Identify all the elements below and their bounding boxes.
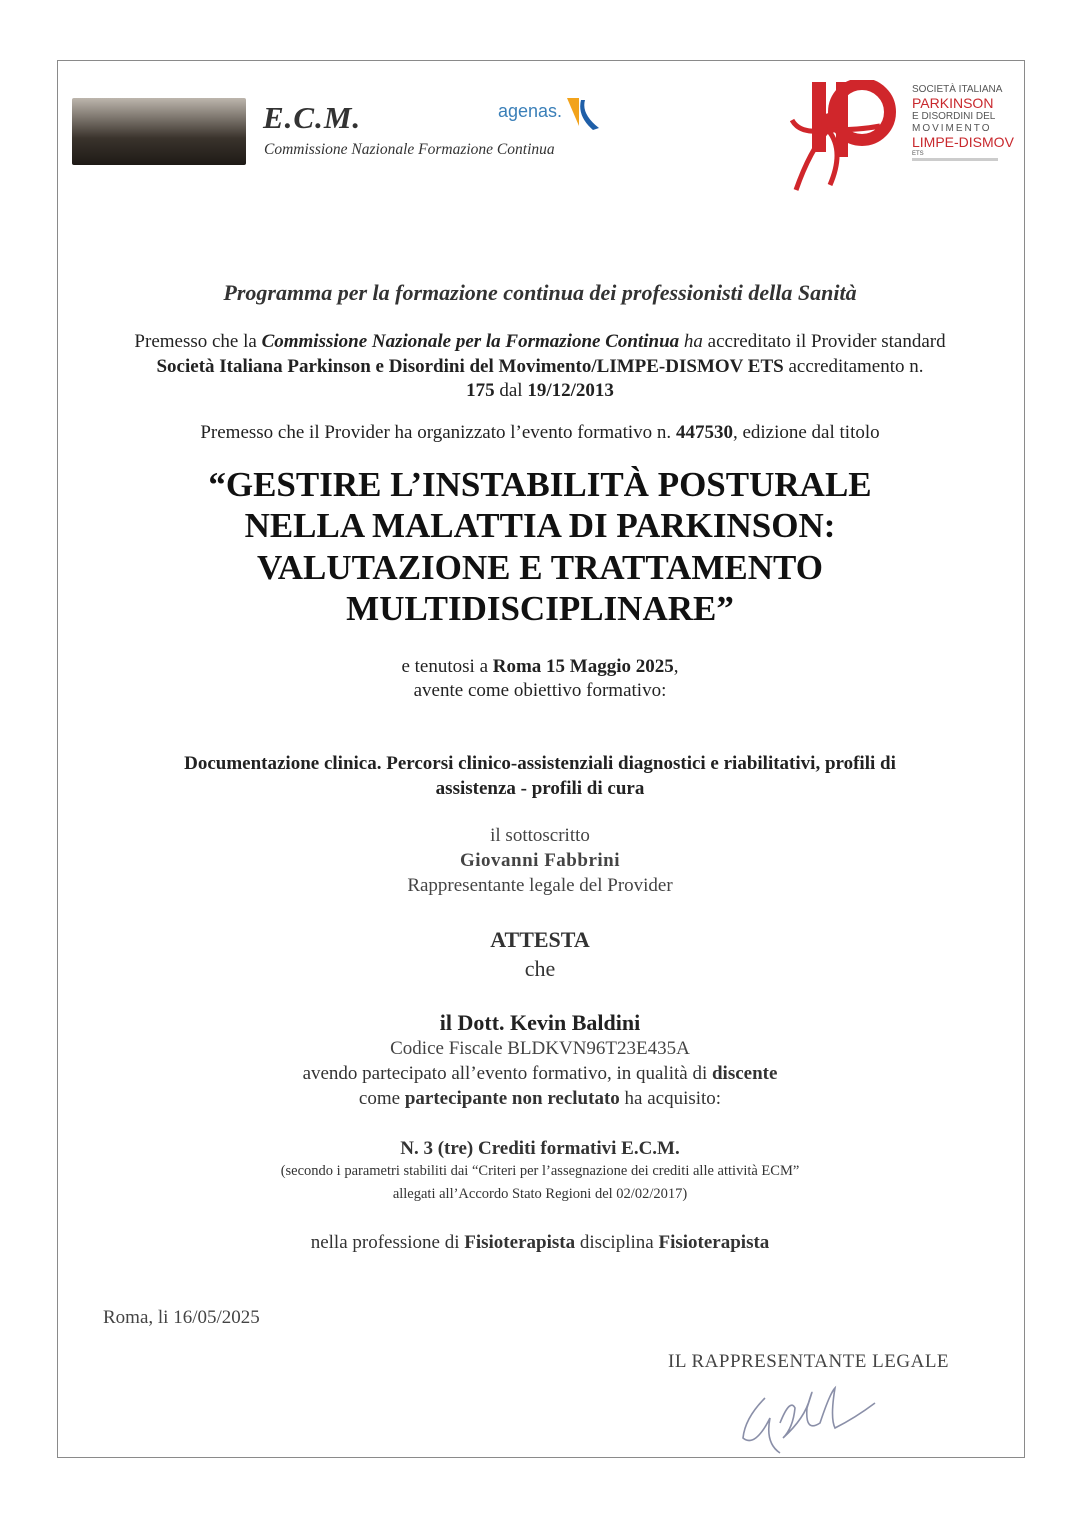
signature-label: IL RAPPRESENTANTE LEGALE — [668, 1351, 950, 1372]
event-title-line: NELLA MALATTIA DI PARKINSON: — [244, 506, 836, 545]
objective-intro: avente come obiettivo formativo: — [413, 680, 667, 701]
credits-main: N. 3 (tre) Crediti formativi E.C.M. — [400, 1138, 680, 1159]
provider-name: Società Italiana Parkinson e Disordini del Movimento/LIMPE-DISMOV ETS — [156, 356, 784, 377]
handwritten-signature — [735, 1378, 885, 1458]
held-line: e tenutosi a Roma 15 Maggio 2025, — [401, 656, 679, 677]
premise-line-3: 175 dal 19/12/2013 — [466, 380, 614, 401]
event-title-line: MULTIDISCIPLINARE” — [346, 589, 734, 628]
che-text: che — [524, 956, 556, 981]
credits-note: (secondo i parametri stabiliti dai “Criteri per l’assegnazione dei crediti alle attività ECM” — [280, 1163, 800, 1179]
agenas-logo: agenas. — [498, 101, 563, 121]
signatory-role: Rappresentante legale del Provider — [407, 875, 673, 896]
premise-line-1: Premesso che la Commissione Nazionale per la Formazione Continua ha accreditato il Provider standard — [134, 331, 946, 352]
attesta-heading: ATTESTA — [490, 927, 590, 952]
program-heading: Programma per la formazione continua dei professionisti della Sanità — [223, 280, 857, 305]
profession-line: nella professione di Fisioterapista disciplina Fisioterapista — [310, 1232, 770, 1253]
tax-code: Codice Fiscale BLDKVN96T23E435A — [390, 1038, 690, 1059]
place-date: Roma, li 16/05/2025 — [103, 1307, 260, 1328]
credits-note: allegati all’Accordo Stato Regioni del 02/02/2017) — [392, 1186, 688, 1202]
event-number: 447530 — [675, 422, 733, 443]
objective-line: assistenza - profili di cura — [435, 778, 645, 799]
premise-event: Premesso che il Provider ha organizzato l’evento formativo n. 447530, edizione dal titolo — [200, 422, 880, 443]
participant-name: il Dott. Kevin Baldini — [439, 1010, 641, 1035]
participation-line: avendo partecipato all’evento formativo, in qualità di discente — [302, 1063, 778, 1084]
participant-type-line: come partecipante non reclutato ha acquisito: — [358, 1088, 722, 1109]
ecm-title: E.C.M. — [263, 100, 362, 135]
event-title-line: “GESTIRE L’INSTABILITÀ POSTURALE — [208, 465, 872, 504]
signatory-name: Giovanni Fabbrini — [459, 850, 621, 871]
premise-line-2: Società Italiana Parkinson e Disordini del Movimento/LIMPE-DISMOV ETS accreditamento n. — [156, 356, 924, 377]
event-title-line: VALUTAZIONE E TRATTAMENTO — [257, 548, 823, 587]
ecm-subtitle: Commissione Nazionale Formazione Continua — [264, 141, 555, 158]
ecm-painting-logo — [72, 98, 246, 165]
limpe-dismov-text: SOCIETÀ ITALIANA PARKINSON E DISORDINI DEL MOVIMENTO LIMPE-DISMOV ETS — [912, 84, 1014, 161]
signatory-intro: il sottoscritto — [490, 825, 590, 846]
objective-line: Documentazione clinica. Percorsi clinico-assistenziali diagnostici e riabilitativi, profili di — [184, 753, 896, 774]
limpe-dismov-logo — [790, 80, 910, 195]
agenas-mark-icon — [563, 96, 603, 132]
